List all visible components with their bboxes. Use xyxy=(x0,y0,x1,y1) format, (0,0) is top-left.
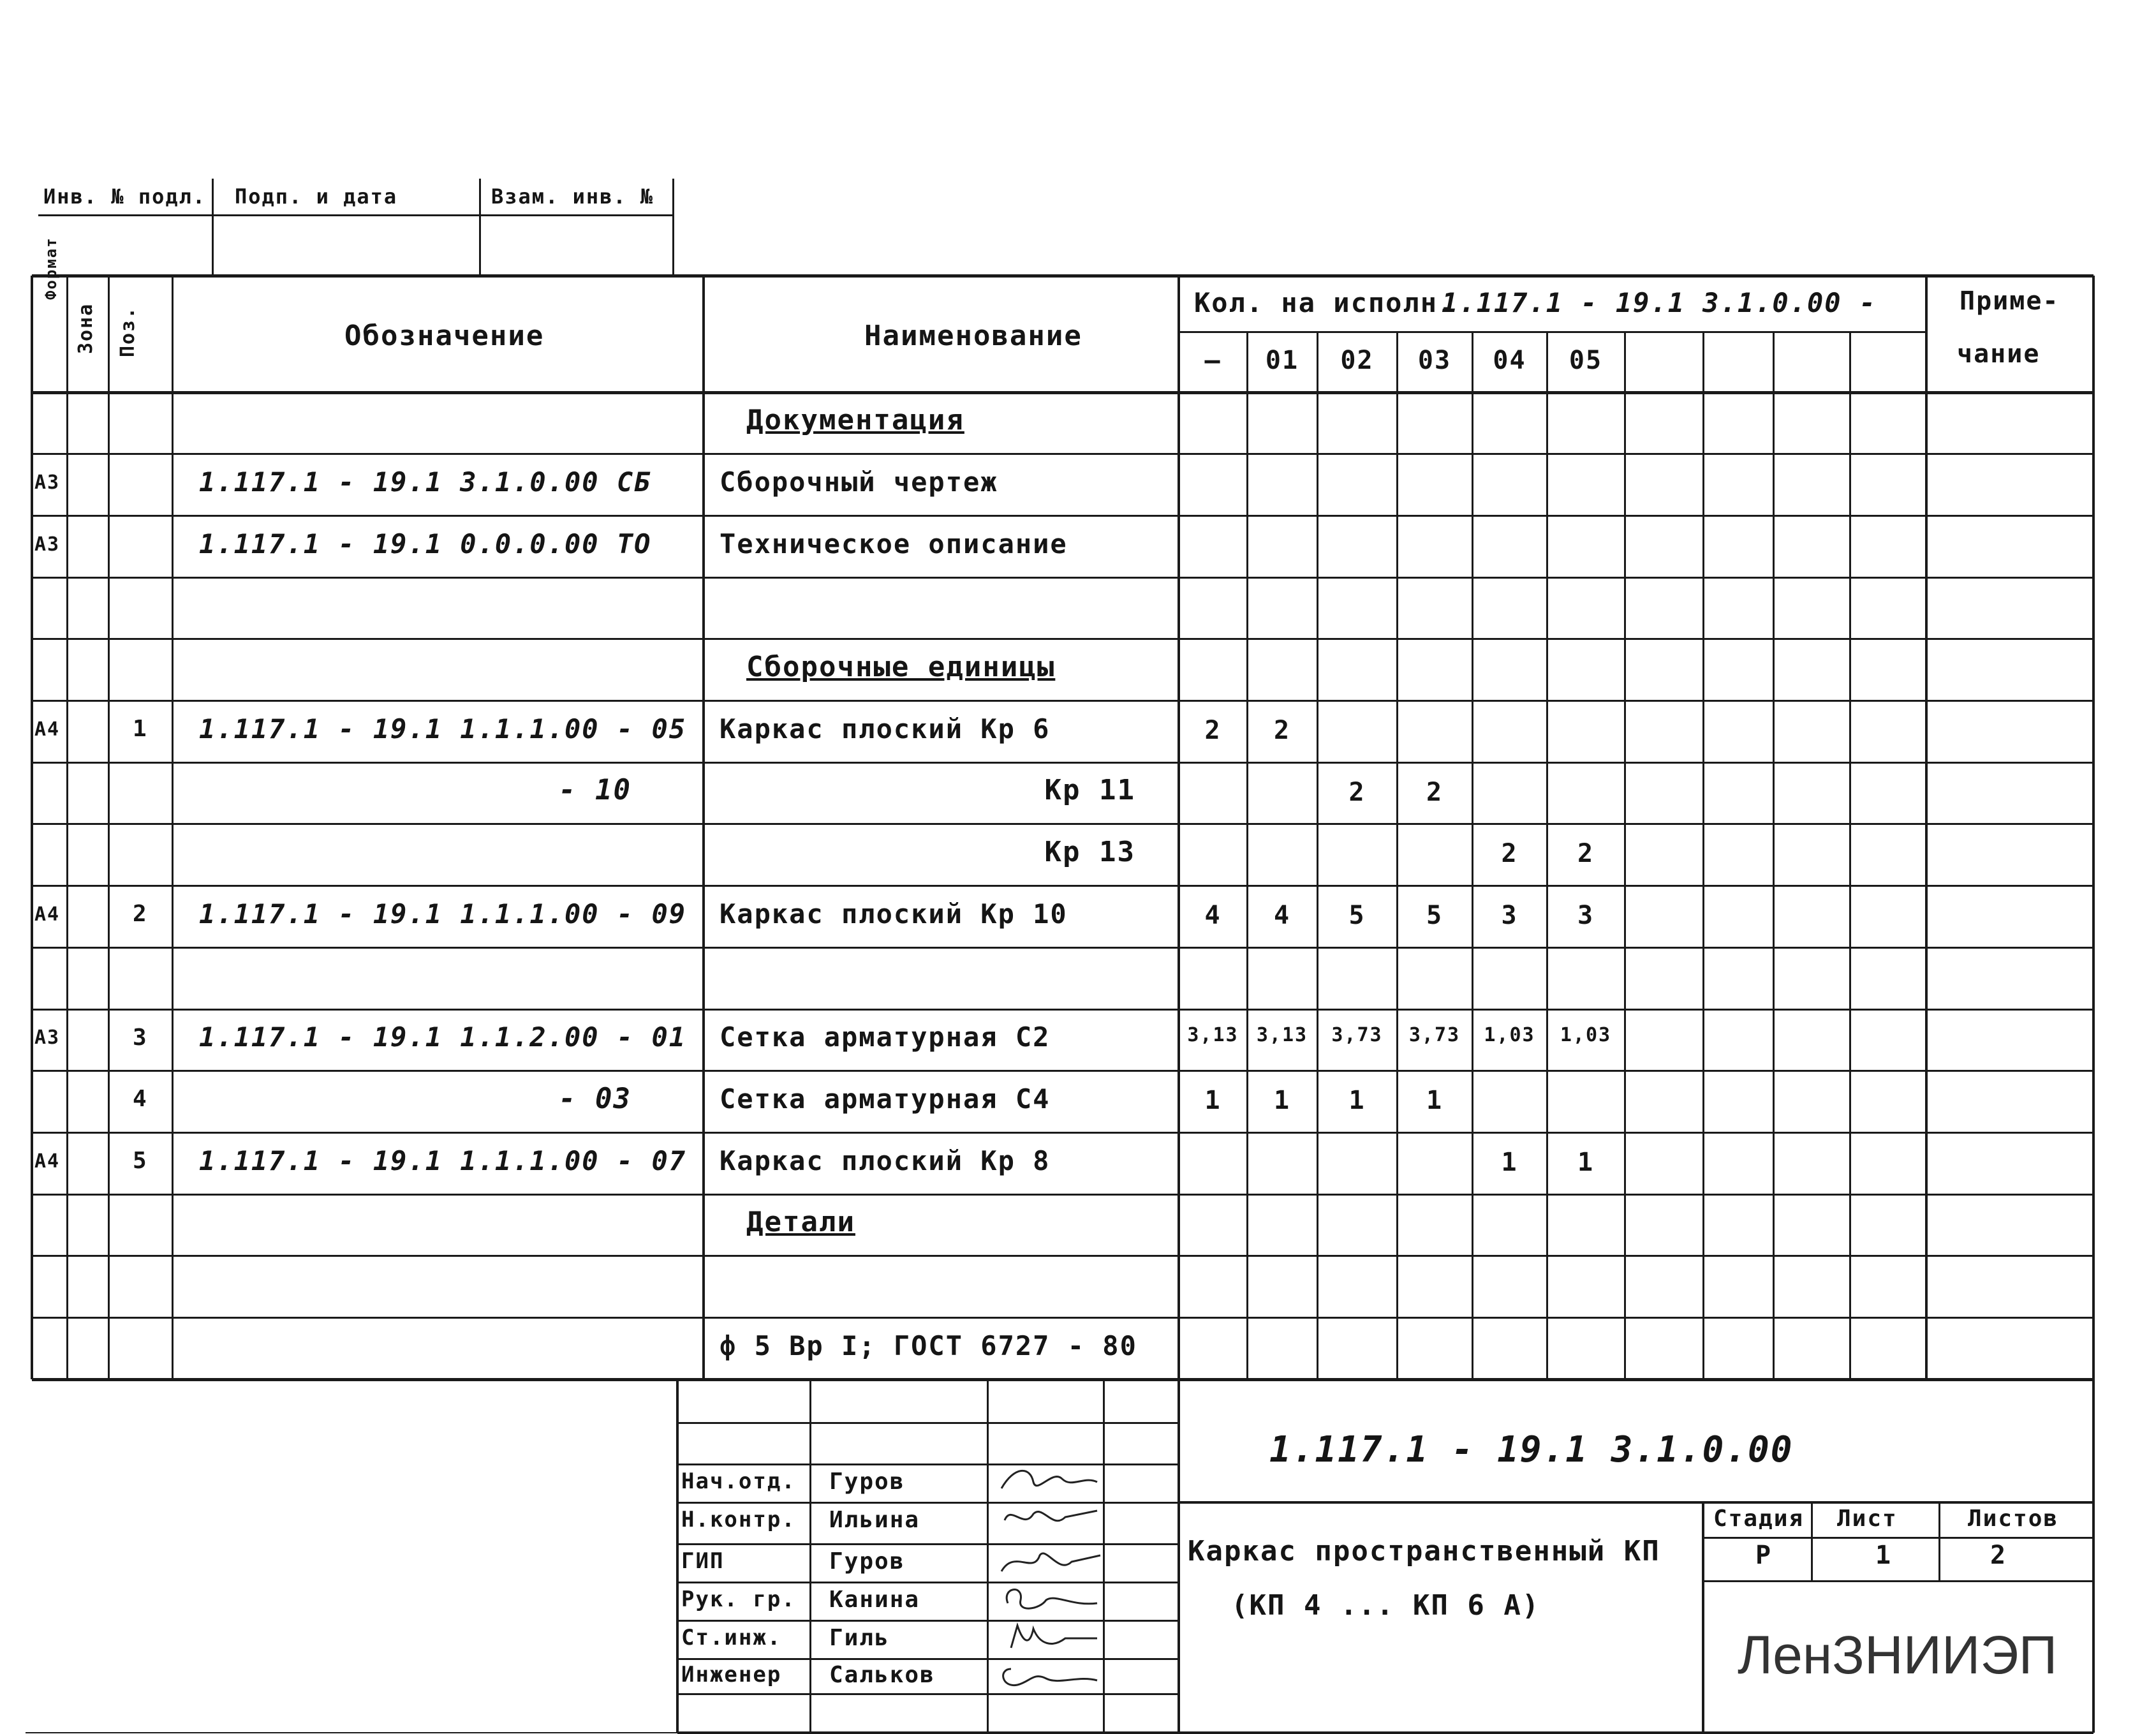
qty-cell: 3,73 xyxy=(1408,1024,1461,1047)
v-line xyxy=(676,1379,679,1733)
qty-cell: 3,73 xyxy=(1331,1024,1383,1047)
h-line xyxy=(38,214,673,216)
h-line xyxy=(32,577,2093,579)
h-line xyxy=(32,453,2093,455)
stage-value: Р xyxy=(1755,1541,1773,1570)
h-line xyxy=(32,1132,2093,1134)
section-heading: Сборочные единицы xyxy=(746,650,1056,683)
qty-cell: 1 xyxy=(1577,1147,1595,1177)
designation-cell: 1.117.1 - 19.1 0.0.0.00 ТО xyxy=(199,528,652,559)
v-line xyxy=(672,179,674,276)
section-heading: Документация xyxy=(746,403,964,436)
h-line xyxy=(1703,1537,2093,1539)
staff-role: Н.контр. xyxy=(681,1507,796,1532)
stage-label: Стадия xyxy=(1713,1506,1805,1532)
staff-name: Ильина xyxy=(829,1507,920,1533)
designation-cell: 1.117.1 - 19.1 1.1.2.00 - 01 xyxy=(199,1021,687,1053)
title-line-1: Каркас пространственный КП xyxy=(1188,1535,1660,1567)
qty-cell: 1 xyxy=(1348,1086,1366,1116)
v-line xyxy=(1546,332,1548,1379)
designation-cell: 1.117.1 - 19.1 1.1.1.00 - 05 xyxy=(199,713,687,745)
doc-number: 1.117.1 - 19.1 3.1.0.00 xyxy=(1269,1429,1794,1471)
variant-header: 02 xyxy=(1340,346,1374,375)
header-note-2: чание xyxy=(1957,339,2041,369)
name-cell: Сетка арматурная С2 xyxy=(720,1021,1051,1053)
format-cell: А4 xyxy=(34,903,61,926)
v-line xyxy=(1624,332,1626,1379)
variant-header: 05 xyxy=(1569,346,1603,375)
inv-no-label: Инв. № подл. xyxy=(43,184,207,209)
qty-cell: 1,03 xyxy=(1484,1024,1535,1047)
staff-role: Инженер xyxy=(681,1662,782,1687)
v-line xyxy=(172,276,174,1379)
header-qty-doc: 1.117.1 - 19.1 3.1.0.00 - xyxy=(1442,287,1877,318)
header-designation: Обозначение xyxy=(344,320,545,352)
h-line xyxy=(32,700,2093,702)
designation-cell: 1.117.1 - 19.1 1.1.1.00 - 07 xyxy=(199,1145,687,1176)
v-line xyxy=(702,276,705,1379)
pos-cell: 5 xyxy=(133,1148,148,1175)
h-line xyxy=(1179,331,1926,333)
name-cell: Сборочный чертеж xyxy=(720,466,998,498)
qty-cell: 5 xyxy=(1348,900,1366,930)
v-line xyxy=(1472,332,1473,1379)
qty-cell: 2 xyxy=(1577,839,1595,869)
name-cell: Каркас плоский Кр 8 xyxy=(720,1145,1051,1176)
h-line xyxy=(32,762,2093,764)
designation-cell: - 03 xyxy=(559,1082,631,1115)
designation-cell: 1.117.1 - 19.1 3.1.0.00 СБ xyxy=(199,466,652,498)
pos-cell: 2 xyxy=(133,901,148,928)
name-cell: Техническое описание xyxy=(720,528,1068,559)
qty-cell: 3,13 xyxy=(1187,1024,1239,1047)
staff-name: Гуров xyxy=(829,1469,905,1495)
header-zone: Зона xyxy=(75,302,97,354)
name-cell: Каркас плоский Кр 10 xyxy=(720,898,1068,930)
v-line xyxy=(2092,276,2095,1379)
header-format: Формат xyxy=(42,237,60,300)
handwritten-signature-icon xyxy=(995,1543,1104,1581)
format-cell: А3 xyxy=(34,471,61,494)
variant-header: 04 xyxy=(1493,346,1526,375)
v-line xyxy=(1849,332,1851,1379)
qty-cell: 2 xyxy=(1204,715,1222,745)
staff-name: Гуров xyxy=(829,1548,905,1575)
staff-role: Нач.отд. xyxy=(681,1469,796,1494)
qty-cell: 4 xyxy=(1204,900,1222,930)
h-line xyxy=(677,1378,2093,1381)
h-line xyxy=(32,1255,2093,1257)
sheets-value: 2 xyxy=(1990,1541,2007,1570)
pos-cell: 4 xyxy=(133,1086,148,1113)
qty-cell: 2 xyxy=(1273,715,1291,745)
variant-header: 03 xyxy=(1417,346,1452,375)
h-line xyxy=(1703,1580,2093,1582)
handwritten-signature-icon xyxy=(995,1581,1104,1619)
v-line xyxy=(212,179,214,276)
name-cell: Кр 11 xyxy=(1044,774,1135,807)
v-line xyxy=(1396,332,1398,1379)
header-name: Наименование xyxy=(864,320,1082,352)
h-line xyxy=(32,885,2093,887)
staff-name: Гиль xyxy=(829,1625,890,1651)
format-cell: А4 xyxy=(34,718,61,741)
qty-cell: 1 xyxy=(1273,1086,1291,1116)
h-line xyxy=(32,391,2093,394)
format-cell: А4 xyxy=(34,1150,61,1173)
v-line xyxy=(1938,1502,1940,1581)
sheet-value: 1 xyxy=(1875,1541,1893,1570)
v-line xyxy=(1178,1379,1180,1733)
sign-date-label: Подп. и дата xyxy=(235,184,398,209)
v-line xyxy=(66,276,68,1379)
qty-cell: 1 xyxy=(1426,1086,1443,1116)
format-cell: А3 xyxy=(34,533,61,556)
v-line xyxy=(1702,332,1704,1379)
v-line xyxy=(987,1379,989,1733)
h-line xyxy=(32,1070,2093,1072)
sheets-label: Листов xyxy=(1968,1506,2059,1532)
h-line xyxy=(32,274,2093,278)
name-cell: Кр 13 xyxy=(1044,835,1135,868)
qty-cell: 1,03 xyxy=(1560,1024,1612,1047)
staff-role: ГИП xyxy=(681,1548,725,1574)
format-cell: А3 xyxy=(34,1026,61,1049)
organization-name: ЛенЗНИИЭП xyxy=(1738,1625,2058,1685)
h-line xyxy=(32,638,2093,640)
v-line xyxy=(1246,332,1248,1379)
h-line xyxy=(32,947,2093,949)
v-line xyxy=(2092,1379,2095,1733)
qty-cell: 2 xyxy=(1501,839,1518,869)
v-line xyxy=(1178,276,1180,1379)
name-cell: Сетка арматурная С4 xyxy=(720,1083,1051,1115)
v-line xyxy=(1773,332,1775,1379)
qty-cell: 5 xyxy=(1426,900,1443,930)
qty-cell: 3 xyxy=(1501,900,1518,930)
qty-cell: 1 xyxy=(1501,1147,1518,1177)
qty-cell: 4 xyxy=(1273,900,1291,930)
handwritten-signature-icon xyxy=(995,1619,1104,1657)
v-line xyxy=(1925,276,1928,1379)
staff-role: Ст.инж. xyxy=(681,1625,782,1650)
header-pos: Поз. xyxy=(117,306,139,357)
qty-cell: 2 xyxy=(1348,777,1366,807)
sheet-label: Лист xyxy=(1837,1506,1898,1532)
v-line xyxy=(1811,1502,1813,1581)
designation-cell: 1.117.1 - 19.1 1.1.1.00 - 09 xyxy=(199,898,687,930)
replace-inv-label: Взам. инв. № xyxy=(491,184,654,209)
v-line xyxy=(809,1379,811,1733)
staff-name: Канина xyxy=(829,1587,920,1613)
v-line xyxy=(479,179,481,276)
h-line xyxy=(32,823,2093,825)
handwritten-signature-icon xyxy=(995,1463,1104,1501)
qty-cell: 3 xyxy=(1577,900,1595,930)
header-note-1: Приме- xyxy=(1960,286,2060,316)
qty-cell: 2 xyxy=(1426,777,1443,807)
v-line xyxy=(31,276,33,1379)
title-line-2: (КП 4 ... КП 6 А) xyxy=(1231,1589,1540,1622)
h-line xyxy=(1179,1501,2093,1504)
designation-cell: - 10 xyxy=(559,774,631,807)
name-cell: Каркас плоский Кр 6 xyxy=(720,713,1051,745)
h-line xyxy=(32,515,2093,517)
h-line xyxy=(32,1317,2093,1319)
staff-name: Сальков xyxy=(829,1662,935,1688)
pos-cell: 3 xyxy=(133,1024,148,1051)
staff-role: Рук. гр. xyxy=(681,1587,796,1612)
variant-header: — xyxy=(1204,346,1222,375)
h-line xyxy=(26,1732,677,1733)
variant-header: 01 xyxy=(1265,346,1299,375)
pos-cell: 1 xyxy=(133,716,148,743)
qty-cell: 1 xyxy=(1204,1086,1222,1116)
handwritten-signature-icon xyxy=(995,1656,1104,1694)
qty-cell: 3,13 xyxy=(1256,1024,1308,1047)
h-line xyxy=(32,1194,2093,1196)
header-qty-prefix: Кол. на исполн. xyxy=(1194,287,1456,318)
v-line xyxy=(1317,332,1318,1379)
name-cell: ф 5 Вр I; ГОСТ 6727 - 80 xyxy=(720,1330,1137,1361)
v-line xyxy=(108,276,110,1379)
section-heading: Детали xyxy=(746,1206,855,1239)
h-line xyxy=(32,1009,2093,1011)
h-line xyxy=(1179,1731,2093,1734)
handwritten-signature-icon xyxy=(995,1501,1104,1539)
v-line xyxy=(1702,1502,1704,1733)
